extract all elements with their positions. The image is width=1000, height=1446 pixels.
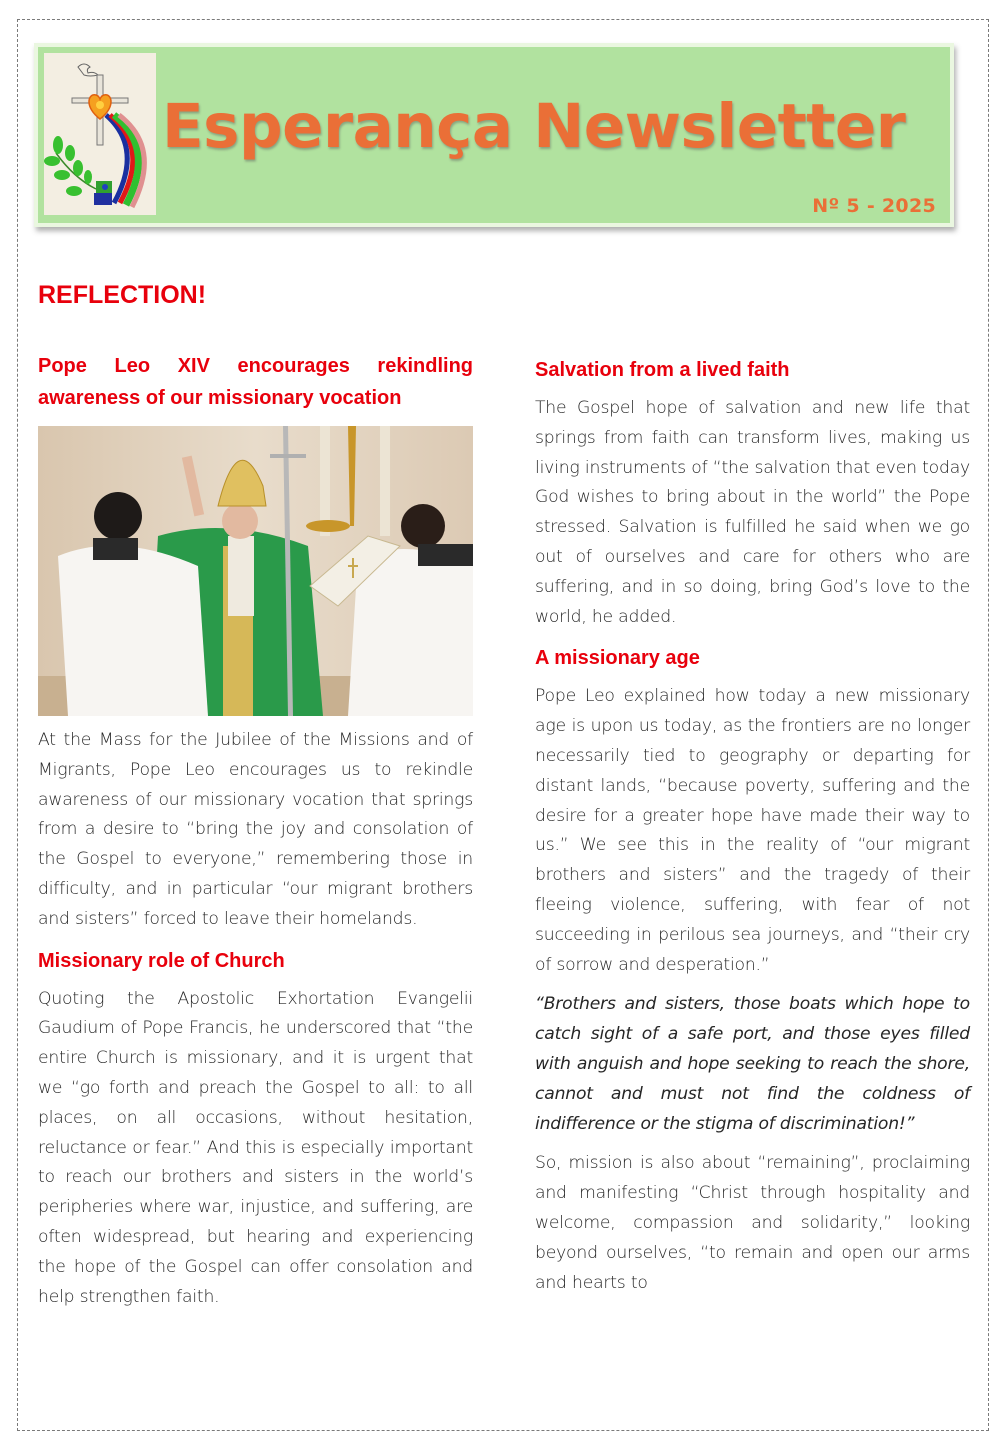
pope-quote-text: “Brothers and sisters, those boats which hope to catch sight of a safe port, and those eyes filled with anguish and hope seeking to reach the shore, cannot and must not find the coldness of indifference or the stigma of discrimination!” — [535, 994, 970, 1134]
newsletter-banner — [34, 43, 954, 227]
right-column — [535, 350, 970, 1298]
article-headline: Pope Leo XIV encourages rekindling awareness of our missionary vocation — [38, 355, 473, 409]
pope-quote — [535, 990, 970, 1139]
section-title: REFLECTION! — [38, 281, 207, 309]
subheading-missionary-role: Missionary role of Church — [38, 949, 285, 972]
subheading-salvation: Salvation from a lived faith — [535, 359, 790, 381]
article-body-salvation: The Gospel hope of salvation and new life that springs from faith can transform lives, making us living instruments of “the salvation that even today God wishes to bring about in the world” the Pope stressed. Salvation is fulfilled he said when we go out of ourselves and care for others who are suffering, and in so doing, bring God’s love to the world, he added. — [535, 398, 970, 627]
issue-number: Nº 5 - 2025 — [812, 195, 936, 217]
article-intro: At the Mass for the Jubilee of the Missions and of Migrants, Pope Leo encourages us to rekindle awareness of our missionary vocation that springs from a desire to “bring the joy and consolation of the Gospel to everyone,” remembering those in difficulty, and in particular “our migrant brothers and sisters” forced to leave their homelands. — [38, 730, 473, 929]
article-body-missionary-role: Quoting the Apostolic Exhortation Evangelii Gaudium of Pope Francis, he underscored that “the entire Church is missionary, and it is urgent that we “go forth and preach the Gospel to all: to all places, on all occasions, without hesitation, reluctance or fear.” And this is especially important to reach our brothers and sisters in the world’s peripheries where war, injustice, and suffering, are often widespread, but hearing and experiencing the hope of the Gospel can offer consolation and help strengthen faith. — [38, 988, 473, 1307]
article-body-remaining: So, mission is also about “remaining”, proclaiming and manifesting “Christ through hospitality and welcome, compassion and solidarity,” looking beyond ourselves, “to remain and open our arms and hearts to — [535, 1153, 970, 1293]
pope-leo-photo — [38, 426, 473, 716]
article-body-missionary-age: Pope Leo explained how today a new missionary age is upon us today, as the frontiers are no longer necessarily tied to geography or departing for distant lands, “because poverty, suffering and the desire for a greater hope have made their way to us.” We see this in the reality of “our migrant brothers and sisters” and the tragedy of their fleeing violence, suffering, with fear of not succeeding in perilous sea journeys, and “their cry of sorrow and desperation.” — [535, 686, 970, 975]
subheading-missionary-age: A missionary age — [535, 647, 700, 670]
newsletter-title: Esperança Newsletter — [162, 91, 906, 162]
esperanca-logo-icon — [44, 53, 156, 215]
left-column — [38, 350, 473, 1312]
